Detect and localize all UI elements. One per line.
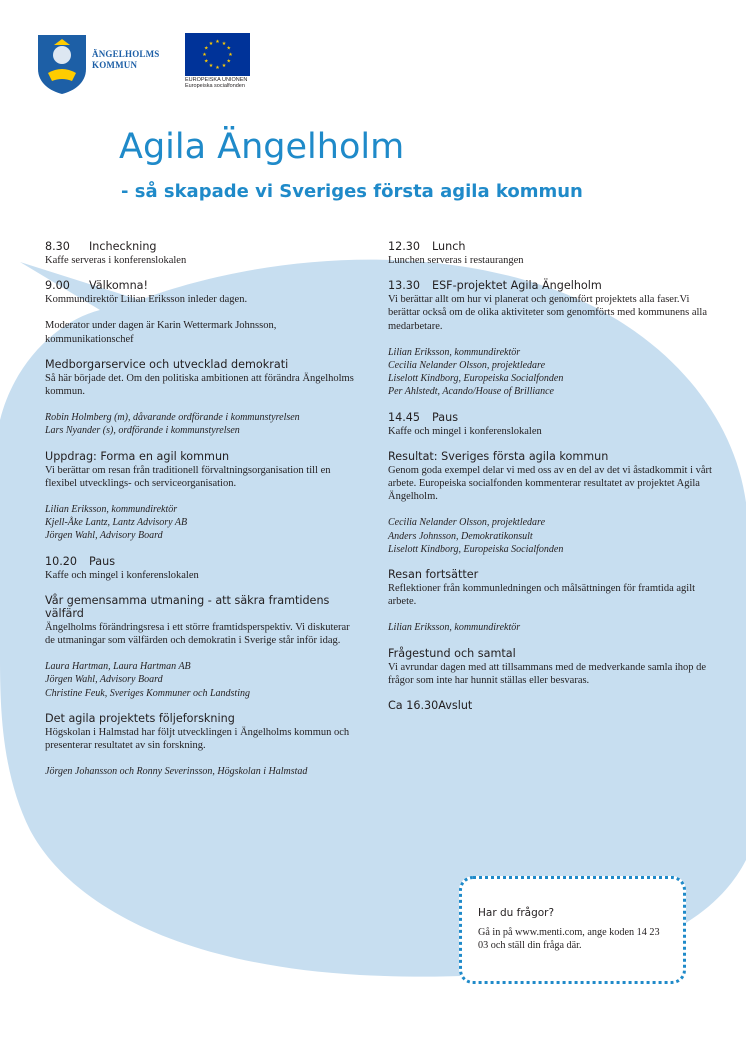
program-item-heading [388, 647, 718, 660]
svg-text:★: ★ [221, 40, 227, 47]
program-item [388, 279, 718, 398]
speaker-line: Jörgen Wahl, Advisory Board [45, 674, 163, 686]
speaker-line: Christine Feuk, Sveriges Kommuner och Landsting [45, 687, 250, 699]
program-item-description: Vi berättar allt om hur vi planerat och genomfört projektets alla faser.Vi berättar också om de olika aktiviteter som genomförts med kommunens alla medarbetare. [388, 294, 707, 332]
program-item-title: Avslut [438, 699, 473, 713]
program-item [45, 358, 355, 438]
program-item-title: Resan fortsätter [388, 568, 479, 582]
svg-text:★: ★ [215, 65, 220, 71]
program-item [45, 279, 355, 346]
program-item [45, 450, 355, 543]
program-item-title: Lunch [432, 240, 466, 253]
speaker-line: Lars Nyander (s), ordförande i kommunstyrelsen [45, 425, 240, 437]
question-box-title: Har du frågor? [478, 907, 555, 919]
eu-logo [185, 33, 260, 93]
program-item [45, 594, 355, 700]
program-item-speakers [388, 621, 718, 634]
program-item-heading [45, 594, 355, 620]
svg-text:★: ★ [208, 40, 214, 47]
speaker-line: Jörgen Johansson och Ronny Severinsson, Högskolan i Halmstad [45, 766, 308, 778]
program-item-title: ESF-projektet Agila Ängelholm [432, 279, 602, 293]
program-item-heading [388, 699, 718, 712]
svg-text:★: ★ [226, 58, 232, 65]
program-item-description: Vi avrundar dagen med att tillsammans med de medverkande samla ihop de frågor som inte har hunnit ställas eller besvaras. [388, 661, 707, 686]
speaker-line: Kjell-Åke Lantz, Lantz Advisory AB [45, 517, 188, 529]
program-item-description: Moderator under dagen är Karin Wettermark Johnsson, kommunikationschef [45, 320, 277, 345]
eu-logo-text-line-2: Europeiska socialfonden [185, 83, 245, 89]
program-item [388, 647, 718, 687]
angelholms-kommun-logo [36, 33, 176, 95]
program-item-description: Kaffe serveras i konferenslokalen [45, 255, 187, 266]
speaker-line: Lilian Eriksson, kommundirektör [45, 504, 178, 516]
program-item-title: Paus [432, 410, 459, 424]
program-item-time: 12.30 [388, 240, 421, 253]
program-item-title: Det agila projektets följeforskning [45, 711, 235, 725]
program-item-title: Incheckning [89, 240, 157, 253]
program-item-title: Uppdrag: Forma en agil kommun [45, 449, 230, 463]
speaker-line: Jörgen Wahl, Advisory Board [45, 530, 163, 542]
program-item [388, 450, 718, 556]
program-item [388, 240, 718, 267]
program-item-heading [45, 555, 355, 568]
program-item-description: Kommundirektör Lilian Eriksson inleder dagen. [45, 294, 248, 306]
program-item [388, 411, 718, 438]
svg-text:★: ★ [221, 63, 227, 70]
speaker-line: Lilian Eriksson, kommundirektör [388, 346, 521, 358]
kommun-name: ÄNGELHOLMS KOMMUN [92, 49, 160, 70]
program-item [45, 555, 355, 582]
program-item-heading [45, 712, 355, 725]
program-item-description: Kaffe och mingel i konferenslokalen [388, 425, 542, 437]
question-box-text: Gå in på www.menti.com, ange koden 14 23 03 och ställ din fråga där. [478, 927, 660, 951]
speaker-line: Anders Johnsson, Demokratikonsult [388, 530, 533, 542]
program-item-heading [388, 279, 718, 292]
program-item-description: Genom goda exempel delar vi med oss av en del av det vi åstadkommit i vårt arbete. Europeiska socialfonden kommenterar resultatet av projektet Agila Ängelholm. [388, 464, 712, 503]
program-item-time: 14.45 [388, 410, 421, 424]
eu-logo-text [185, 77, 260, 89]
program-item-title: Medborgarservice och utvecklad demokrati [45, 357, 289, 371]
program-item-speakers [45, 765, 355, 778]
program-item-description: Ängelholms förändringsresa i ett större framtidsperspektiv. Vi diskuterar de utmaningar som välfärden och demokratin i Sverige står inför idag. [45, 621, 350, 647]
question-box [459, 876, 686, 984]
program-item [45, 240, 355, 267]
program-item-speakers [388, 346, 718, 399]
program-item-description: Reflektioner från kommunledningen och målsättningen för framtida agilt arbete. [388, 583, 696, 608]
speaker-line: Cecilia Nelander Olsson, projektledare [388, 360, 546, 372]
speaker-line: Lilian Eriksson, kommundirektör [388, 622, 521, 634]
program-item-speakers [45, 660, 355, 700]
svg-text:★: ★ [228, 52, 233, 58]
program-item-title: Välkomna! [89, 279, 149, 293]
program-item-description: Så här började det. Om den politiska ambitionen att förändra Ängelholms kommun. [45, 372, 354, 398]
kommun-shield-icon [36, 33, 88, 95]
speaker-line: Liselott Kindborg, Europeiska Socialfonden [388, 543, 564, 555]
page-title: Agila Ängelholm [119, 127, 405, 167]
program-item-speakers [45, 411, 355, 437]
speaker-line: Cecilia Nelander Olsson, projektledare [388, 517, 546, 529]
program-item-speakers [45, 503, 355, 543]
program-item-heading [388, 411, 718, 424]
program-item-time: 13.30 [388, 279, 421, 293]
svg-text:★: ★ [203, 58, 209, 65]
program-item-title: Resultat: Sveriges första agila kommun [388, 449, 609, 463]
svg-text:★: ★ [208, 63, 214, 70]
program-item-description: Lunchen serveras i restaurangen [388, 255, 524, 266]
eu-flag-icon [185, 33, 250, 76]
svg-text:★: ★ [215, 39, 220, 45]
program-item-title: Paus [89, 554, 116, 568]
program-item-description: Kaffe och mingel i konferenslokalen [45, 569, 199, 581]
program-item-heading [45, 358, 355, 371]
program-item-title: Frågestund och samtal [388, 646, 516, 660]
program-item [45, 712, 355, 779]
speaker-line: Liselott Kindborg, Europeiska Socialfonden [388, 373, 564, 385]
svg-text:★: ★ [203, 45, 209, 52]
program-item-heading [388, 450, 718, 463]
program-item-speakers [388, 516, 718, 556]
program-left-column [45, 240, 355, 790]
svg-text:★: ★ [226, 45, 232, 52]
program-item-heading [45, 279, 355, 292]
program-item-heading [45, 240, 355, 253]
program-item-time: 8.30 [45, 240, 70, 253]
program-item [388, 568, 718, 635]
speaker-line: Laura Hartman, Laura Hartman AB [45, 661, 191, 673]
program-item-time: Ca 16.30 [388, 699, 439, 713]
speaker-line: Per Ahlstedt, Acando/House of Brilliance [388, 386, 554, 398]
program-item-description: Vi berättar om resan från traditionell förvaltningsorganisation till en flexibel utvecklings- och serviceorganisation. [45, 464, 331, 489]
program-item-title: Vår gemensamma utmaning - att säkra framtidens välfärd [45, 593, 330, 620]
eu-logo-text-line-1: EUROPEISKA UNIONEN [185, 77, 248, 83]
program-item-time: 10.20 [45, 554, 78, 568]
speaker-line: Robin Holmberg (m), dåvarande ordförande i kommunstyrelsen [45, 412, 300, 424]
page-subtitle: - så skapade vi Sveriges första agila kommun [121, 181, 583, 202]
program-item-heading [388, 568, 718, 581]
program-item-time: 9.00 [45, 279, 70, 293]
program-item-heading [45, 450, 355, 463]
svg-text:★: ★ [202, 52, 207, 58]
program-item [388, 699, 718, 712]
program-right-column [388, 240, 718, 724]
program-item-heading [388, 240, 718, 253]
program-item-description: Högskolan i Halmstad har följt utvecklingen i Ängelholms kommun och presenterar resultatet av sin forskning. [45, 726, 350, 752]
